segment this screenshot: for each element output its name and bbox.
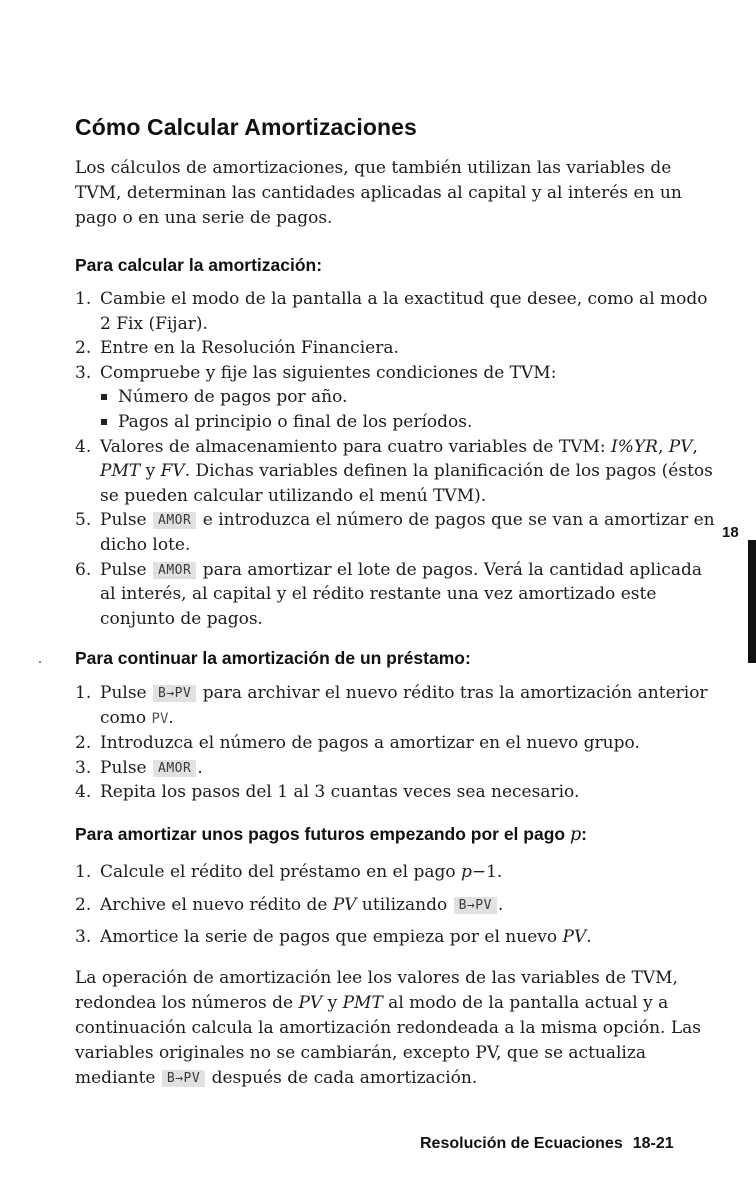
variable-name: FV (160, 461, 185, 482)
list-item: 3. Pulse AMOR . (75, 756, 715, 781)
list-item: 3. Amortice la serie de pagos que empieza por el nuevo PV. (75, 925, 715, 950)
variable-name: PV (298, 993, 323, 1013)
chapter-tab-label: 18 (722, 524, 739, 541)
bullet-item: Número de pagos por año. (100, 385, 715, 410)
chapter-tab-bar (748, 540, 756, 663)
section-heading-amortization: Para calcular la amortización: (75, 255, 323, 275)
step-number: 4. (75, 436, 92, 457)
step-number: 4. (75, 782, 92, 803)
list-item: 2. Archive el nuevo rédito de PV utilizando B→PV . (75, 893, 715, 918)
list-item: 6. Pulse AMOR para amortizar el lote de pagos. Verá la cantidad aplicada al interés, al capital y el rédito restante una vez amortizado este conjunto de pagos. (75, 559, 702, 629)
steps-future-payments (75, 860, 715, 950)
section-heading-continue: Para continuar la amortización de un préstamo: (75, 648, 471, 668)
variable-name: p (460, 862, 472, 882)
step-number: 1. (75, 289, 92, 309)
list-item: 3. Compruebe y fije las siguientes condiciones de TVM: Número de pagos por año. Pagos al principio o final de los períodos. (75, 361, 715, 435)
variable-name: PV (668, 436, 693, 457)
steps-continue (75, 681, 715, 805)
bullet-item: Pagos al principio o final de los períodos. (100, 410, 715, 435)
footer-section-name: Resolución de Ecuaciones (420, 1135, 623, 1152)
page-title: Cómo Calcular Amortizaciones (75, 114, 417, 140)
b-to-pv-menu-key: B→PV (153, 685, 196, 702)
amor-menu-key: AMOR (153, 562, 196, 579)
b-to-pv-menu-key: B→PV (454, 897, 497, 914)
variable-name: PV (562, 927, 587, 948)
list-item: 2. Entre en la Resolución Financiera. (75, 336, 715, 361)
step-number: 3. (75, 362, 92, 383)
step-number: 1. (75, 862, 92, 882)
step-number: 2. (75, 733, 92, 754)
variable-name: PV (332, 894, 357, 915)
page-footer (420, 1135, 674, 1153)
list-item: 4. Valores de almacenamiento para cuatro variables de TVM: I%YR, PV, PMT y FV. Dichas variables definen la planificación de los pagos (éstos se pueden calcular utilizando el menú TVM). (75, 436, 713, 506)
list-item: 4. Repita los pasos del 1 al 3 cuantas veces sea necesario. (75, 780, 715, 805)
step-number: 5. (75, 510, 92, 531)
step-number: 2. (75, 338, 92, 359)
amor-menu-key: AMOR (153, 512, 196, 529)
step-number: 6. (75, 559, 92, 580)
list-item: 5. Pulse AMOR e introduzca el número de pagos que se van a amortizar en dicho lote. (75, 510, 715, 555)
step-number: 1. (75, 683, 92, 703)
step-number: 3. (75, 757, 92, 778)
section-heading-future-payments: Para amortizar unos pagos futuros empezando por el pago p: (75, 824, 587, 845)
closing-paragraph: La operación de amortización lee los valores de las variables de TVM, redondea los números de PV y PMT al modo de la pantalla actual y a continuación calcula la amortización redondeada a la misma opción. Las variables originales no se cambiarán, excepto PV, que se actualiza mediante B→PV después de cada amortización. (75, 968, 702, 1088)
margin-mark (39, 661, 41, 663)
step-number: 2. (75, 894, 92, 915)
square-bullet-icon (101, 394, 107, 400)
list-item: 2. Introduzca el número de pagos a amortizar en el nuevo grupo. (75, 731, 715, 756)
display-variable: PV (151, 710, 169, 727)
intro-paragraph: Los cálculos de amortizaciones, que también utilizan las variables de TVM, determinan las cantidades aplicadas al capital y al interés en un pago o en una serie de pagos. (75, 158, 682, 228)
amor-menu-key: AMOR (153, 760, 196, 777)
steps-amortization (75, 287, 715, 631)
variable-name: PMT (342, 993, 383, 1013)
b-to-pv-menu-key: B→PV (162, 1070, 205, 1087)
list-item: 1. Cambie el modo de la pantalla a la exactitud que desee, como al modo 2 Fix (Fijar). (75, 289, 708, 334)
variable-name: I%YR (611, 436, 658, 457)
step-number: 3. (75, 927, 92, 948)
page-number: 18-21 (632, 1135, 674, 1152)
list-item: 1. Pulse B→PV para archivar el nuevo rédito tras la amortización anterior como PV. (75, 683, 708, 728)
list-item: 1. Calcule el rédito del préstamo en el pago p−1. (75, 860, 715, 885)
variable-name: p (569, 825, 582, 845)
square-bullet-icon (101, 419, 107, 425)
variable-name: PMT (100, 461, 141, 482)
